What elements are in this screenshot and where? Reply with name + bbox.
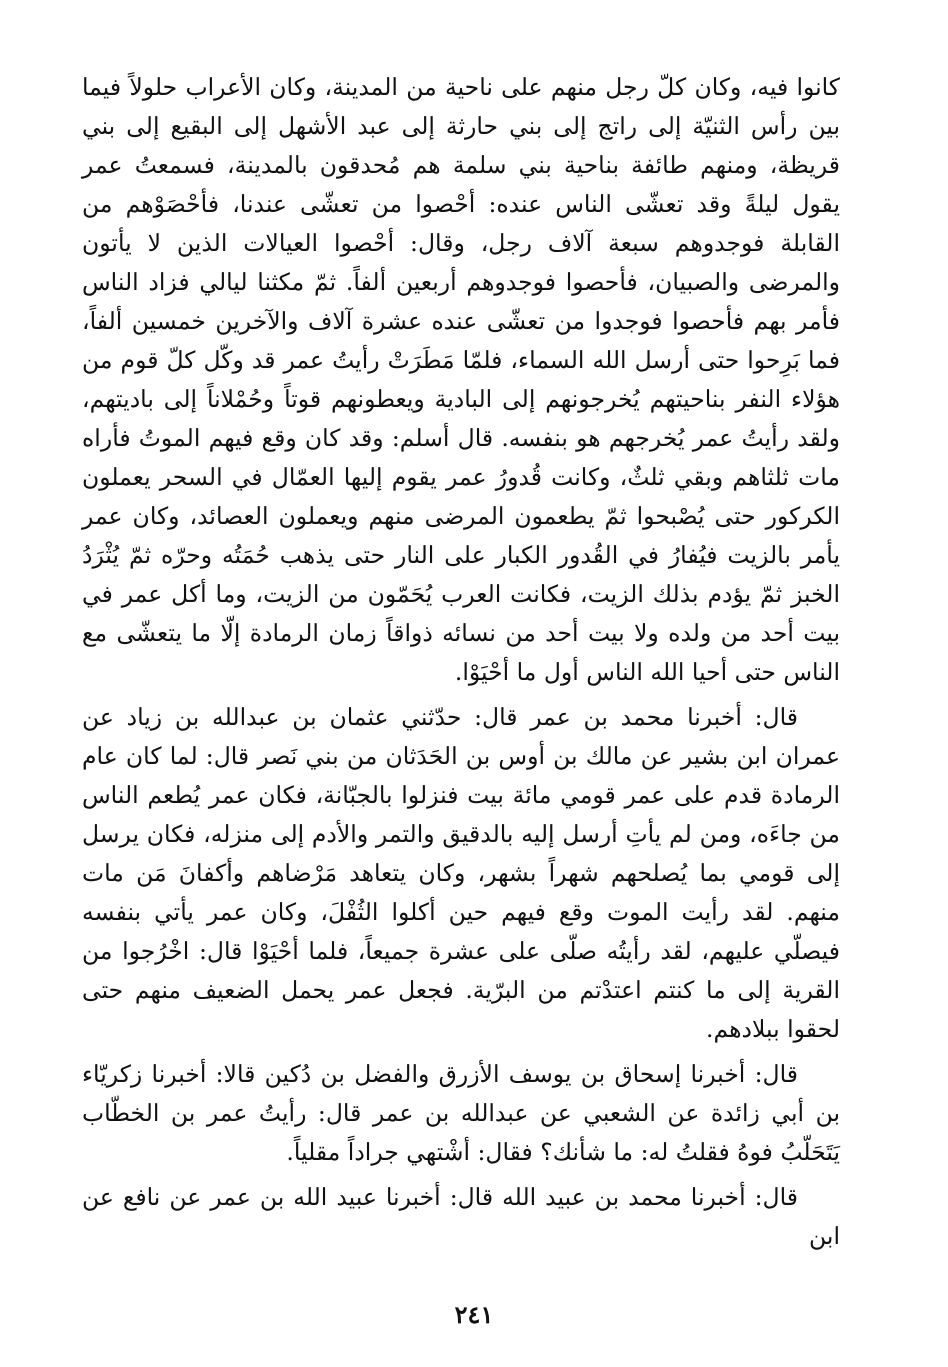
paragraph-2: قال: أخبرنا محمد بن عمر قال: حدّثني عثمان بن عبدالله بن زياد عن عمران ابن بشير عن مالك بن أوس بن الحَدَثان من بني نَصر قال: لما كان عام الرمادة قدم على عمر قومي مائة بيت فنزلوا بالجبّانة، فكان عمر يُطعم الناس من جاءَه، ومن لم يأتِ أرسل إليه بالدقيق والتمر والأدم إلى منزله، فكان يرسل إلى قومي بما يُصلحهم شهراً بشهر، وكان يتعاهد مَرْضاهم وأكفانَ مَن مات منهم. لقد رأيت الموت وقع فيهم حين أكلوا الثُفْلَ، وكان عمر يأتي بنفسه فيصلّي عليهم، لقد رأيتُه صلّى على عشرة جميعاً، فلما أحْيَوْا قال: اخْرُجوا من القرية إلى ما كنتم اعتدْتم من البرّية. فجعل عمر يحمل الضعيف منهم حتى لحقوا ببلادهم.	[82, 703, 840, 1043]
paragraph-1: كانوا فيه، وكان كلّ رجل منهم على ناحية من المدينة، وكان الأعراب حلولاً فيما بين رأس الثنيّة إلى راتج إلى بني حارثة إلى عبد الأشهل إلى البقيع إلى بني قريظة، ومنهم طائفة بناحية بني سلمة هم مُحدقون بالمدينة، فسمعتُ عمر يقول ليلةً وقد تعشّى الناس عنده: أحْصوا من تعشّى عندنا، فأحْصَوْهم من القابلة فوجدوهم سبعة آلاف رجل، وقال: أحْصوا العيالات الذين لا يأتون والمرضى والصبيان، فأحصوا فوجدوهم أربعين ألفاً. ثمّ مكثنا ليالي فزاد الناس فأمر بهم فأحصوا فوجدوا من تعشّى عنده عشرة آلاف والآخرين خمسين ألفاً، فما بَرِحوا حتى أرسل الله السماء، فلمّا مَطَرَتْ رأيتُ عمر قد وكّل كلّ قوم من هؤلاء النفر بناحيتهم يُخرجونهم إلى البادية ويعطونهم قوتاً وحُمْلاناً إلى باديتهم، ولقد رأيتُ عمر يُخرجهم هو بنفسه. قال أسلم: وقد كان وقع فيهم الموتُ فأراه مات ثلثاهم وبقي ثلثٌ، وكانت قُدورُ عمر يقوم إليها العمّال في السحر يعملون الكركور حتى يُصْبحوا ثمّ يطعمون المرضى منهم ويعملون العصائد، وكان عمر يأمر بالزيت فيُفارُ في القُدور الكبار على النار حتى يذهب حُمَتُه وحرّه ثمّ يُثْرَدُ الخبز ثمّ يؤدم بذلك الزيت، فكانت العرب يُحَمّون من الزيت، وما أكل عمر في بيت أحد من ولده ولا بيت أحد من نسائه ذواقاً زمان الرمادة إلّا ما يتعشّى مع الناس حتى أحيا الله الناس أول ما أحْيَوْا.	[82, 73, 840, 686]
page-number: ٢٤١	[454, 1300, 494, 1329]
page-text	[82, 68, 840, 1256]
paragraph-4: قال: أخبرنا محمد بن عبيد الله قال: أخبرنا عبيد الله بن عمر عن نافع عن ابن	[82, 1183, 840, 1250]
paragraph-3: قال: أخبرنا إسحاق بن يوسف الأزرق والفضل بن دُكين قالا: أخبرنا زكريّاء بن أبي زائدة عن الشعبي عن عبدالله بن عمر قال: رأيتُ عمر بن الخطّاب يَتَحَلّبُ فوهُ فقلتُ له: ما شأنك؟ فقال: أشْتهي جراداً مقلياً.	[82, 1060, 840, 1166]
